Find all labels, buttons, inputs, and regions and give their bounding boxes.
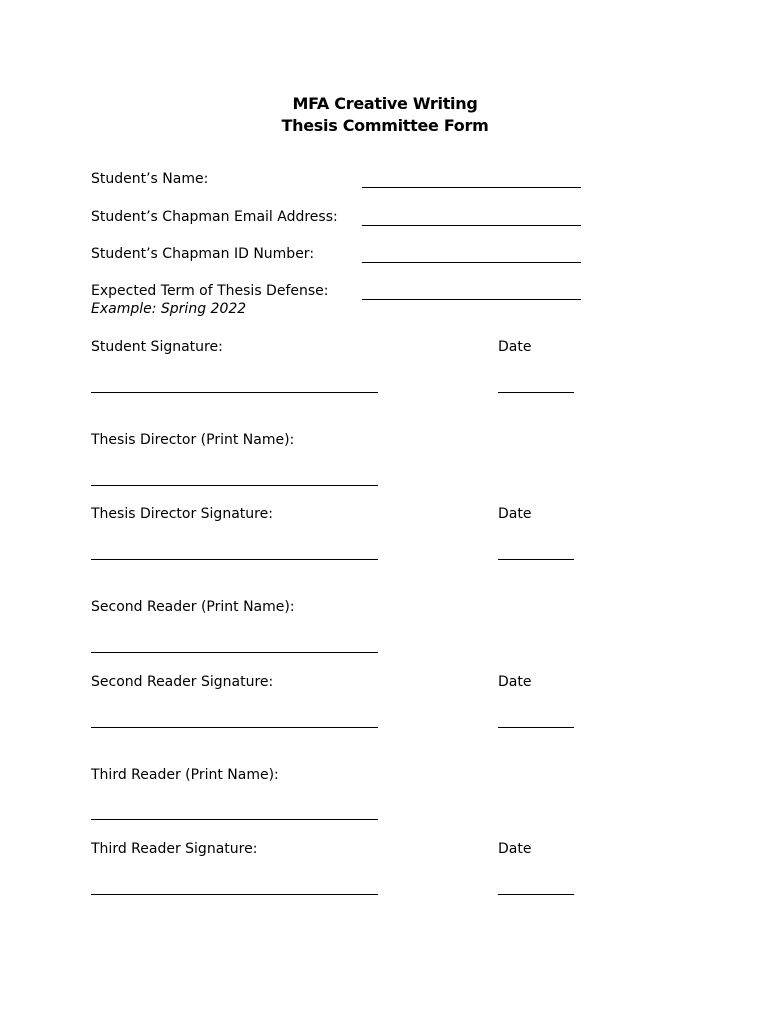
third-reader-date-line[interactable] <box>498 894 574 895</box>
defense-term-line[interactable] <box>362 299 581 300</box>
third-reader-date-label: Date <box>498 841 532 857</box>
second-reader-signature-label: Second Reader Signature: <box>91 674 274 690</box>
student-name-line[interactable] <box>362 187 581 188</box>
thesis-director-print-label: Thesis Director (Print Name): <box>91 432 295 448</box>
thesis-director-signature-line[interactable] <box>91 559 378 560</box>
second-reader-print-line[interactable] <box>91 652 378 653</box>
id-number-line[interactable] <box>362 262 581 263</box>
defense-term-label: Expected Term of Thesis Defense: <box>91 283 329 299</box>
student-signature-date-line[interactable] <box>498 392 574 393</box>
student-signature-date-label: Date <box>498 339 532 355</box>
thesis-director-print-line[interactable] <box>91 485 378 486</box>
second-reader-date-label: Date <box>498 674 532 690</box>
form-title-line-1: MFA Creative Writing <box>292 94 478 113</box>
thesis-director-date-label: Date <box>498 506 532 522</box>
third-reader-signature-line[interactable] <box>91 894 378 895</box>
defense-term-example: Example: Spring 2022 <box>91 301 247 317</box>
student-signature-label: Student Signature: <box>91 339 223 355</box>
thesis-director-date-line[interactable] <box>498 559 574 560</box>
email-line[interactable] <box>362 225 581 226</box>
form-title-line-2: Thesis Committee Form <box>281 116 489 135</box>
third-reader-print-line[interactable] <box>91 819 378 820</box>
id-number-label: Student’s Chapman ID Number: <box>91 246 315 262</box>
second-reader-date-line[interactable] <box>498 727 574 728</box>
student-name-label: Student’s Name: <box>91 171 209 187</box>
email-label: Student’s Chapman Email Address: <box>91 209 338 225</box>
third-reader-print-label: Third Reader (Print Name): <box>91 767 279 783</box>
second-reader-print-label: Second Reader (Print Name): <box>91 599 295 615</box>
student-signature-line[interactable] <box>91 392 378 393</box>
second-reader-signature-line[interactable] <box>91 727 378 728</box>
third-reader-signature-label: Third Reader Signature: <box>91 841 258 857</box>
thesis-director-signature-label: Thesis Director Signature: <box>91 506 273 522</box>
